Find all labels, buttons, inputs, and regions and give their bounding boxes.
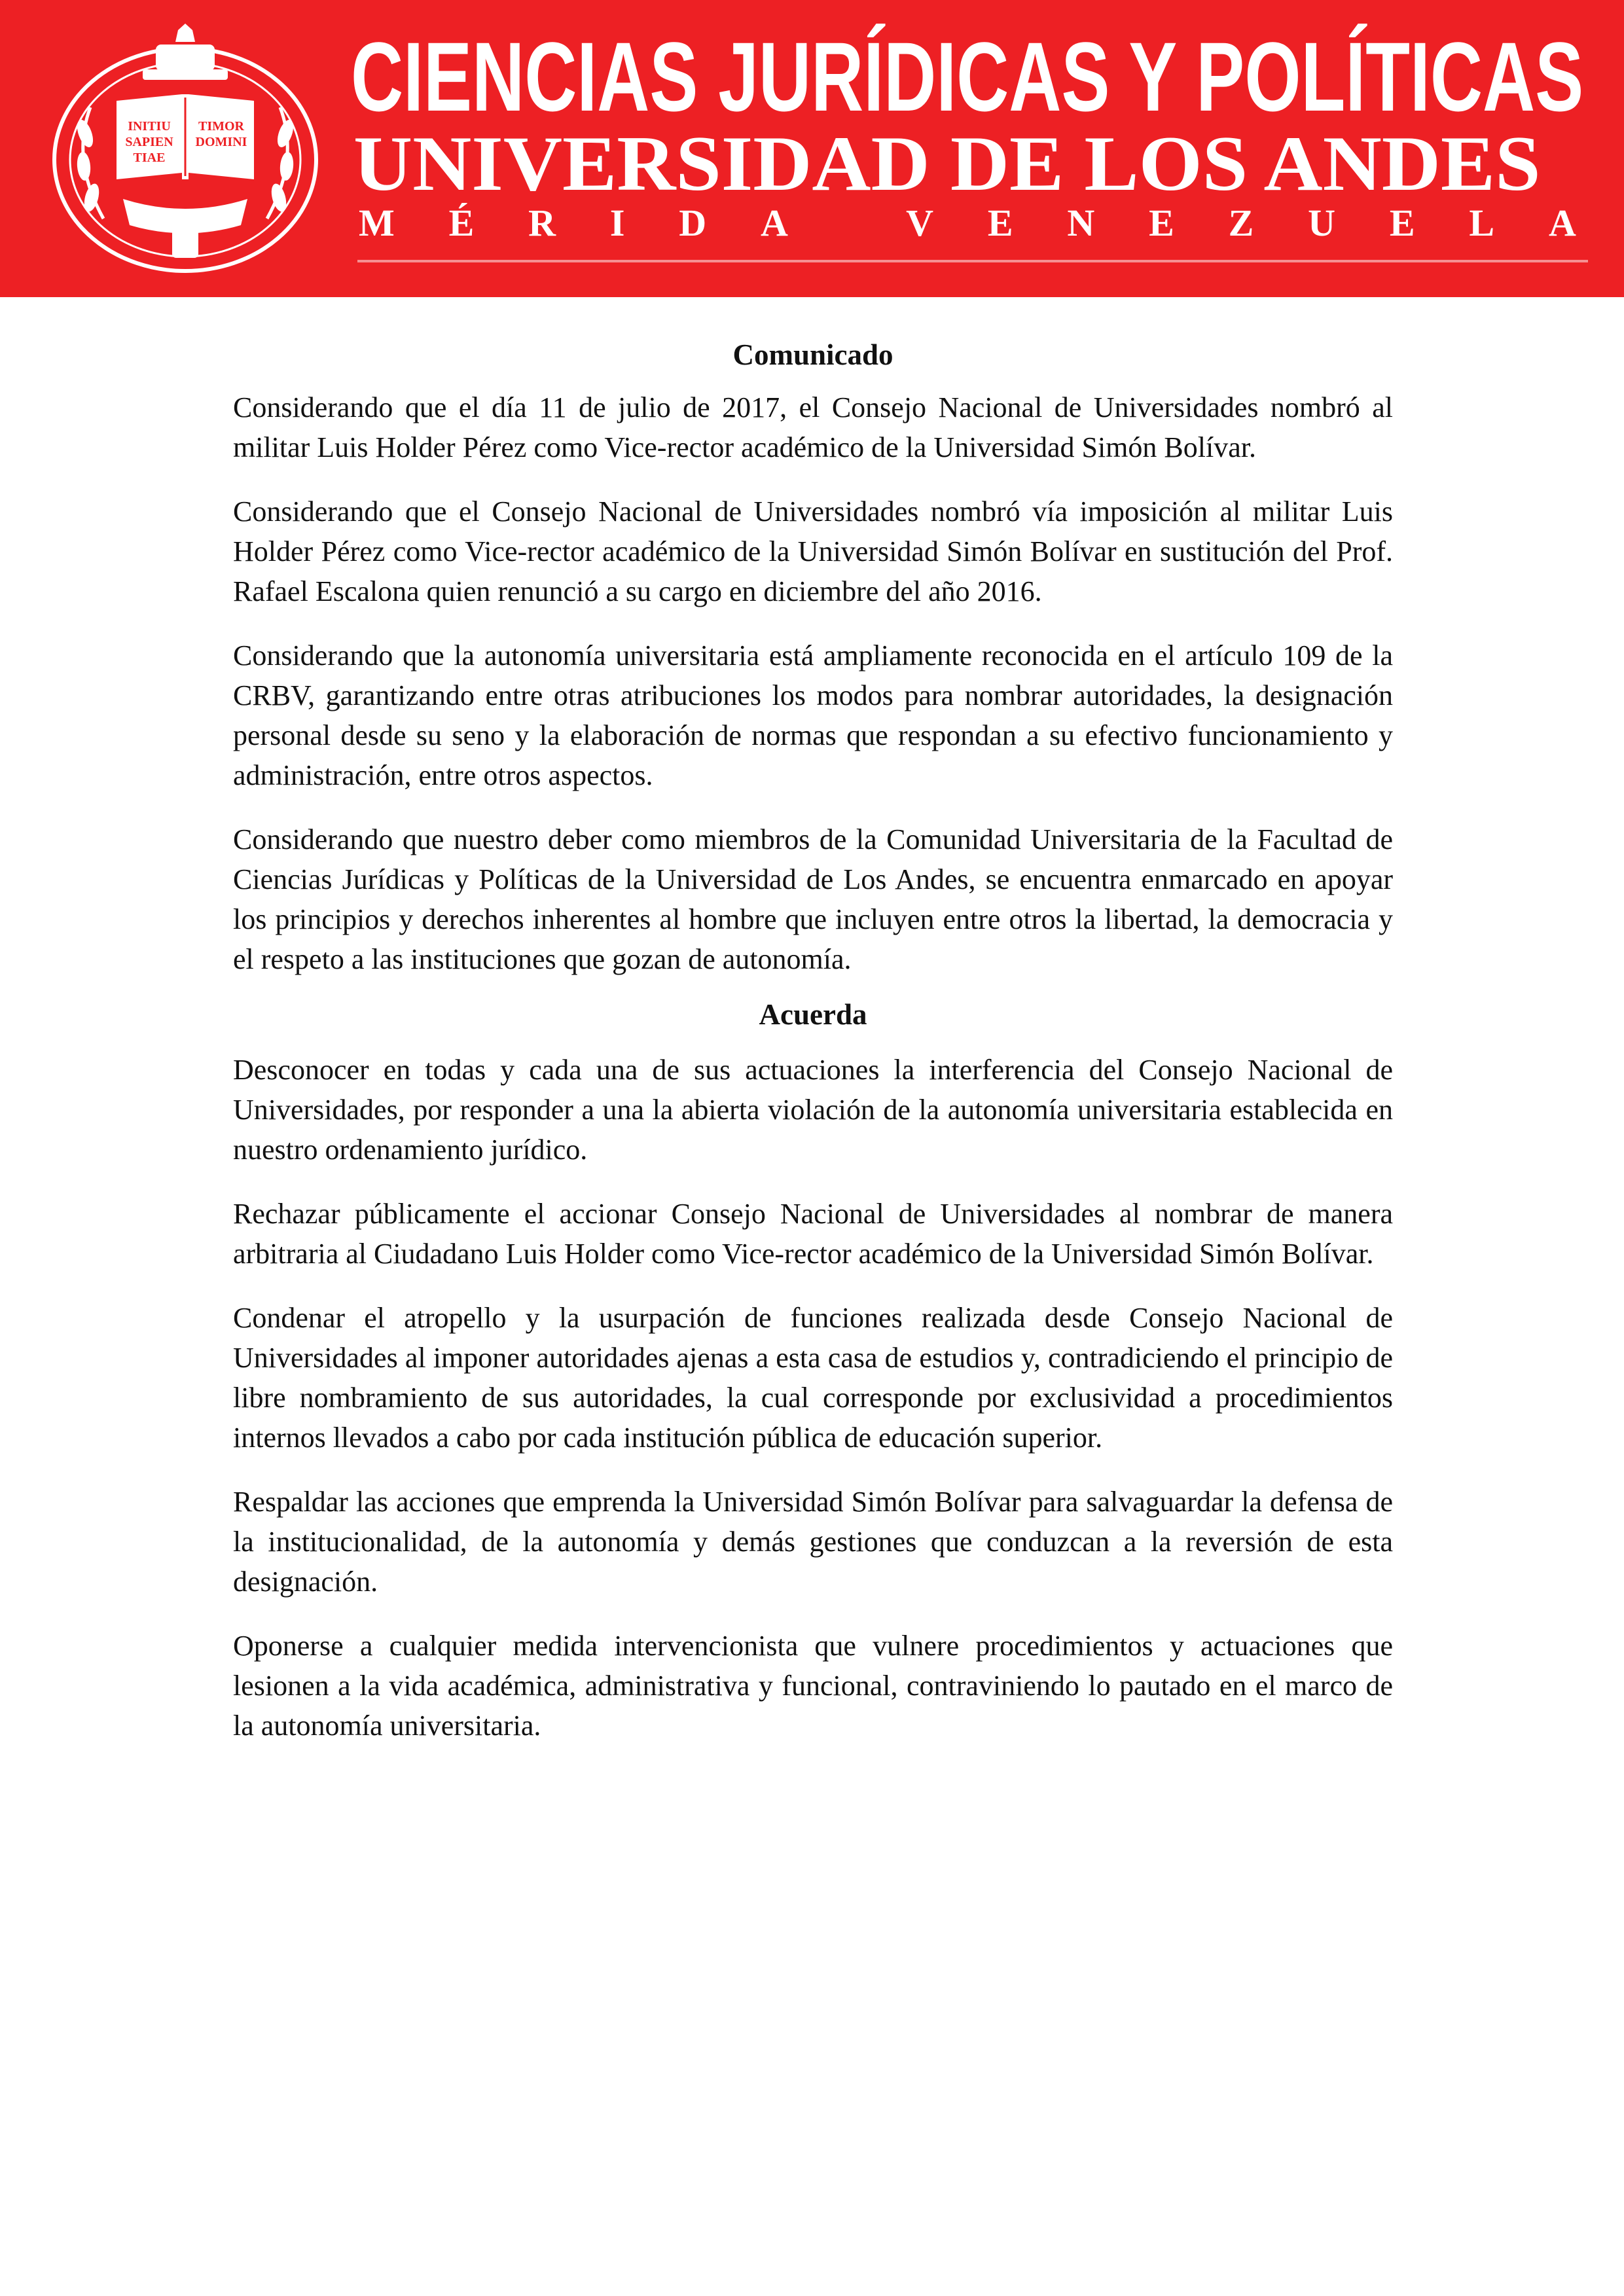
- banner-divider: [357, 260, 1588, 262]
- location-letter: E: [1149, 201, 1174, 244]
- acuerdo-paragraph: Desconocer en todas y cada una de sus actuaciones la interferencia del Consejo Nacional de Universidades, por responder a una la abierta violación de la autonomía universitaria establecida en nuestro ordenamiento jurídico.: [233, 1054, 1393, 1166]
- location-letter: I: [609, 201, 625, 244]
- university-seal-logo: [45, 22, 326, 278]
- considerando-paragraph: Considerando que la autonomía universitaria está ampliamente reconocida en el artículo 109 de la CRBV, garantizando entre otras atribuciones los modos para nombrar autoridades, la designación personal desde su seno y la elaboración de normas que respondan a su efectivo funcionamiento y administración, entre otros aspectos.: [233, 639, 1393, 791]
- location-letter: É: [448, 201, 475, 244]
- location-letter: E: [987, 201, 1013, 244]
- acuerdo-paragraph: Condenar el atropello y la usurpación de funciones realizada desde Consejo Nacional de Universidades al imponer autoridades ajenas a esta casa de estudios y, contradiciendo el principio de libre nombramiento de sus autoridades, la cual corresponde por exclusividad a procedimientos internos llevados a cabo por cada institución pública de educación superior.: [233, 1302, 1393, 1454]
- location-letter: A: [761, 201, 788, 244]
- location-letter: D: [679, 201, 707, 244]
- location-letter: A: [1548, 201, 1576, 244]
- location-letter: U: [1308, 201, 1336, 244]
- location-letter: V: [906, 201, 933, 244]
- considerando-paragraph: Considerando que el Consejo Nacional de Universidades nombró vía imposición al militar Luis Holder Pérez como Vice-rector académico de la Universidad Simón Bolívar en sustitución del Prof. Rafael Escalona quien renunció a su cargo en diciembre del año 2016.: [233, 495, 1393, 607]
- acuerdo-paragraph: Rechazar públicamente el accionar Consejo Nacional de Universidades al nombrar de manera arbitraria al Ciudadano Luis Holder como Vice-rector académico de la Universidad Simón Bolívar.: [233, 1198, 1393, 1270]
- seal-book-left-text: INITIU SAPIEN TIAE: [125, 119, 173, 165]
- acuerdo-paragraph: Oponerse a cualquier medida intervencionista que vulnere procedimientos y actuaciones que lesionen a la vida académica, administrativa y funcional, contraviniendo lo pautado en el marco de la autonomía universitaria.: [233, 1630, 1393, 1742]
- location-line: [359, 196, 1576, 249]
- location-letter: R: [528, 201, 556, 244]
- university-title: UNIVERSIDAD DE LOS ANDES: [353, 120, 1541, 207]
- heading-acuerda: Acuerda: [759, 998, 867, 1031]
- heading-comunicado: Comunicado: [732, 338, 893, 371]
- location-spacer: [842, 201, 852, 245]
- seal-book-right-text: TIMOR DOMINI: [195, 119, 247, 149]
- faculty-title: CIENCIAS JURÍDICAS Y POLÍTICAS: [351, 22, 1584, 132]
- location-letter: Z: [1228, 201, 1254, 244]
- location-letter: E: [1389, 201, 1415, 244]
- header-banner: [0, 0, 1624, 297]
- considerando-paragraph: Considerando que nuestro deber como miembros de la Comunidad Universitaria de la Facultad de Ciencias Jurídicas y Políticas de la Universidad de Los Andes, se encuentra enmarcado en apoyar los principios y derechos inherentes al hombre que incluyen entre otros la libertad, la democracia y el respeto a las instituciones que gozan de autonomía.: [233, 823, 1393, 975]
- document-body: [233, 331, 1393, 1770]
- acuerdo-paragraph: Respaldar las acciones que emprenda la Universidad Simón Bolívar para salvaguardar la defensa de la institucionalidad, de la autonomía y demás gestiones que conduzcan a la reversión de esta designación.: [233, 1486, 1393, 1598]
- location-letter: L: [1469, 201, 1495, 244]
- considerando-paragraph: Considerando que el día 11 de julio de 2017, el Consejo Nacional de Universidades nombró al militar Luis Holder Pérez como Vice-rector académico de la Universidad Simón Bolívar.: [233, 391, 1393, 463]
- location-letter: N: [1067, 201, 1095, 244]
- location-letter: M: [359, 201, 395, 244]
